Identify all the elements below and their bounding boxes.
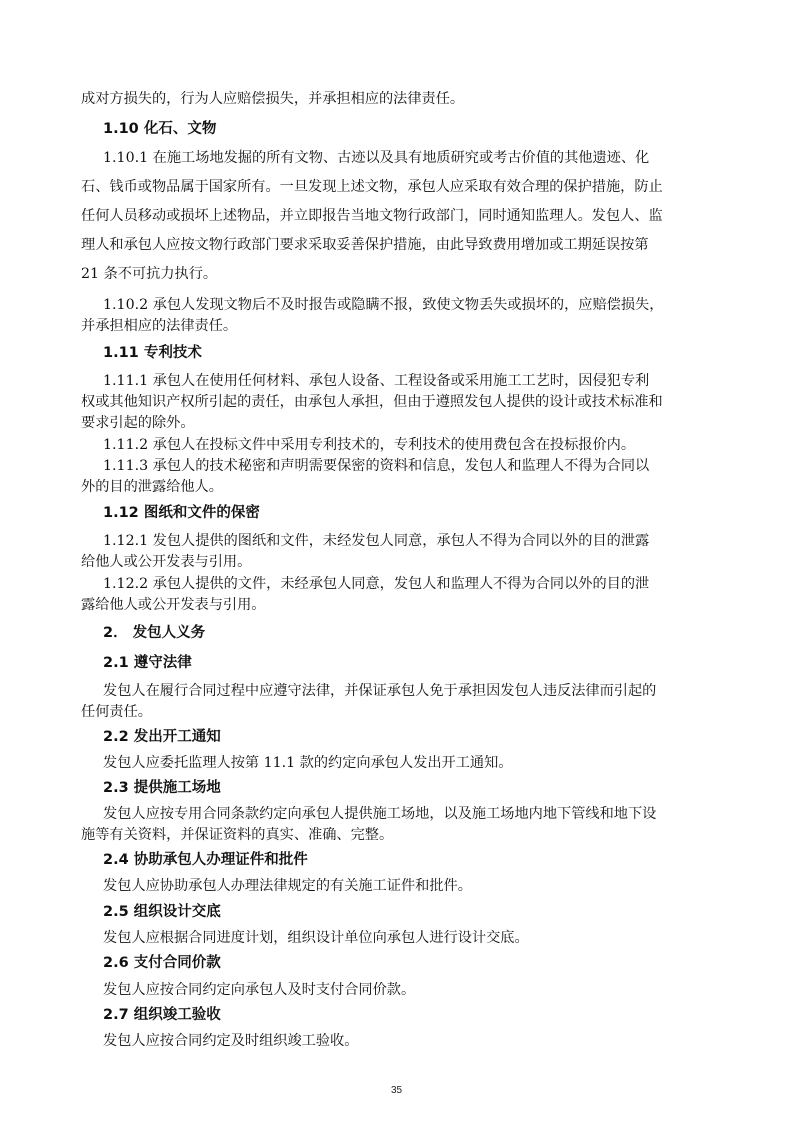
text-line: 要求引起的除外。 xyxy=(81,415,195,431)
text-line: 发包人应按合同约定及时组织竣工验收。 xyxy=(103,1033,359,1049)
section-heading: 2.5 组织设计交底 xyxy=(103,904,221,920)
page-number: 35 xyxy=(390,1085,403,1096)
section-heading: 1.10 化石、文物 xyxy=(103,121,217,137)
section-heading: 2.1 遵守法律 xyxy=(103,655,192,671)
text-line: 1.10.2 承包人发现文物后不及时报告或隐瞒不报，致使文物丢失或损坏的，应赔偿损失， xyxy=(103,297,664,313)
text-line: 石、钱币或物品属于国家所有。一旦发现上述文物，承包人应采取有效合理的保护措施，防止 xyxy=(81,179,663,195)
text-line: 施等有关资料，并保证资料的真实、准确、完整。 xyxy=(81,827,394,843)
text-line: 发包人应按专用合同条款约定向承包人提供施工场地，以及施工场地内地下管线和地下设 xyxy=(103,806,657,822)
text-line: 1.11.2 承包人在投标文件中采用专利技术的，专利技术的使用费包含在投标报价内。 xyxy=(103,437,636,453)
text-line: 任何责任。 xyxy=(81,704,152,720)
text-line: 发包人应协助承包人办理法律规定的有关施工证件和批件。 xyxy=(103,878,472,894)
section-heading: 2.6 支付合同价款 xyxy=(103,955,221,971)
text-line: 露给他人或公开发表与引用。 xyxy=(81,597,266,613)
section-heading: 1.12 图纸和文件的保密 xyxy=(103,505,260,521)
text-line: 1.12.2 承包人提供的文件，未经承包人同意，发包人和监理人不得为合同以外的目的泄 xyxy=(103,576,650,592)
text-line: 1.11.3 承包人的技术秘密和声明需要保密的资料和信息，发包人和监理人不得为合同以 xyxy=(103,458,650,474)
text-line: 1.12.1 发包人提供的图纸和文件，未经发包人同意，承包人不得为合同以外的目的泄露 xyxy=(103,533,650,549)
text-line: 发包人在履行合同过程中应遵守法律，并保证承包人免于承担因发包人违反法律而引起的 xyxy=(103,683,657,699)
text-line: 理人和承包人应按文物行政部门要求采取妥善保护措施，由此导致费用增加或工期延误按第 xyxy=(81,237,649,253)
text-line: 权或其他知识产权所引起的责任，由承包人承担，但由于遵照发包人提供的设计或技术标准和 xyxy=(81,394,663,410)
text-line: 发包人应根据合同进度计划，组织设计单位向承包人进行设计交底。 xyxy=(103,930,529,946)
text-line: 1.11.1 承包人在使用任何材料、承包人设备、工程设备或采用施工工艺时，因侵犯专利 xyxy=(103,373,650,389)
section-heading: 2.2 发出开工通知 xyxy=(103,729,221,745)
text-line: 并承担相应的法律责任。 xyxy=(81,318,238,334)
text-line: 外的目的泄露给他人。 xyxy=(81,479,223,495)
section-heading: 2.3 提供施工场地 xyxy=(103,780,221,796)
section-heading: 2.4 协助承包人办理证件和批件 xyxy=(103,852,308,868)
text-line: 1.10.1 在施工场地发掘的所有文物、古迹以及具有地质研究或考古价值的其他遗迹、化 xyxy=(103,150,650,166)
section-heading: 2.7 组织竣工验收 xyxy=(103,1007,221,1023)
text-line: 成对方损失的，行为人应赔偿损失，并承担相应的法律责任。 xyxy=(81,91,465,107)
text-line: 任何人员移动或损坏上述物品，并立即报告当地文物行政部门，同时通知监理人。发包人、监 xyxy=(81,208,663,224)
section-heading: 1.11 专利技术 xyxy=(103,345,202,361)
text-line: 21 条不可抗力执行。 xyxy=(81,266,218,282)
text-line: 发包人应按合同约定向承包人及时支付合同价款。 xyxy=(103,982,416,998)
text-line: 给他人或公开发表与引用。 xyxy=(81,554,252,570)
chapter-heading: 2． 发包人义务 xyxy=(103,625,206,641)
text-line: 发包人应委托监理人按第 11.1 款的约定向承包人发出开工通知。 xyxy=(103,755,513,771)
